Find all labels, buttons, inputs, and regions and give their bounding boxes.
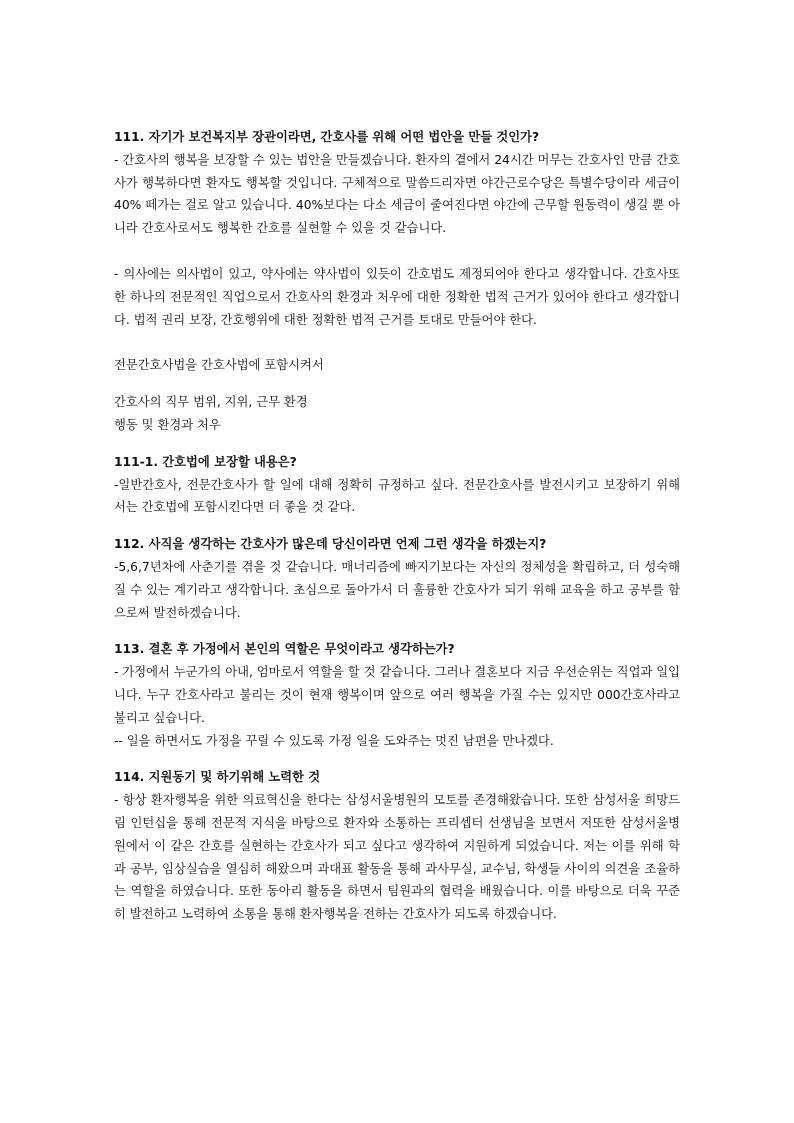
question-111-1-answer: -일반간호사, 전문간호사가 할 일에 대해 정확히 규정하고 싶다. 전문간호사를 발전시키고 보장하기 위해서는 간호법에 포함시킨다면 더 좋을 것 같다. [114, 477, 680, 515]
question-112-answer: -5,6,7년차에 사춘기를 겪을 것 같습니다. 매너리즘에 빠지기보다는 자신의 정체성을 확립하고, 더 성숙해질 수 있는 계기라고 생각합니다. 초심으로 돌아가서 더 훌륭한 간호사가 되기 위해 교육을 하고 공부를 함으로써 발전하겠습니다. [114, 559, 680, 620]
question-111-note-2: 간호사의 직무 범위, 지위, 근무 환경 [114, 395, 308, 410]
question-112-title: 112. 사직을 생각하는 간호사가 많은데 당신이라면 언제 그런 생각을 하겠는지? [114, 537, 547, 552]
question-112-section [114, 533, 680, 624]
question-114-section [114, 766, 680, 926]
question-111-1-section [114, 451, 680, 519]
question-113-title: 113. 결혼 후 가정에서 본인의 역할은 무엇이라고 생각하는가? [114, 642, 455, 657]
question-111-note-1: 전문간호사법을 간호사법에 포함시켜서 [114, 358, 324, 373]
question-111-title: 111. 자기가 보건복지부 장관이라면, 간호사를 위해 어떤 법안을 만들 것인가? [114, 130, 540, 144]
question-111-section [114, 126, 680, 437]
question-111-1-title: 111-1. 간호법에 보장할 내용은? [114, 454, 297, 469]
document-page [114, 126, 680, 926]
question-114-title: 114. 지원동기 및 하기위해 노력한 것 [114, 770, 321, 785]
question-113-section [114, 638, 680, 752]
question-113-answer-2: -- 일을 하면서도 가정을 꾸릴 수 있도록 가정 일을 도와주는 멋진 남편을 만나겠다. [114, 733, 554, 748]
question-114-answer: - 항상 환자행복을 위한 의료혁신을 한다는 삼성서울병원의 모토를 존경해왔습니다. 또한 삼성서울 희망드림 인턴십을 통해 전문적 지식을 바탕으로 환자와 소통하는 프리셉터 선생님을 보면서 저또한 삼성서울병원에서 이 같은 간호를 실현하는 간호사가 되고 싶다고 생각하여 지원하게 되었습니다. 저는 이를 위해 학과 공부, 임상실습을 열심히 해왔으며 과대표 활동을 통해 과사무실, 교수님, 학생들 사이의 의견을 조율하는 역할을 하였습니다. 또한 동아리 활동을 하면서 팀원과의 협력을 배웠습니다. 이를 바탕으로 더욱 꾸준히 발전하고 노력하여 소통을 통해 환자행복을 전하는 간호사가 되도록 하겠습니다. [114, 793, 680, 922]
question-113-answer-1: - 가정에서 누군가의 아내, 엄마로서 역할을 할 것 같습니다. 그러나 결혼보다 지금 우선순위는 직업과 일입니다. 누구 간호사라고 불리는 것이 현재 행복이며 앞으로 여러 행복을 가질 수는 있지만 000간호사라고 불리고 싶습니다. [114, 665, 680, 725]
question-111-note-3: 행동 및 환경과 처우 [114, 417, 221, 432]
question-111-answer-1: - 간호사의 행복을 보장할 수 있는 법안을 만들겠습니다. 환자의 곁에서 24시간 머무는 간호사인 만큼 간호사가 행복하다면 환자도 행복할 것입니다. 구체적으로 말씀드리자면 야간근로수당은 특별수당이라 세금이 40% 떼가는 걸로 알고 있습니다. 40%보다는 다소 세금이 줄여진다면 야간에 근무할 원동력이 생길 뿐 아니라 간호사로서도 행복한 간호를 실현할 수 있을 것 같습니다. [114, 152, 680, 236]
question-111-answer-2: - 의사에는 의사법이 있고, 약사에는 약사법이 있듯이 간호법도 제정되어야 한다고 생각합니다. 간호사또한 하나의 전문적인 직업으로서 간호사의 환경과 처우에 대한 정확한 법적 근거가 있어야 한다고 생각합니다. 법적 권리 보장, 간호행위에 대한 정확한 법적 근거를 토대로 만들어야 한다. [114, 266, 680, 327]
